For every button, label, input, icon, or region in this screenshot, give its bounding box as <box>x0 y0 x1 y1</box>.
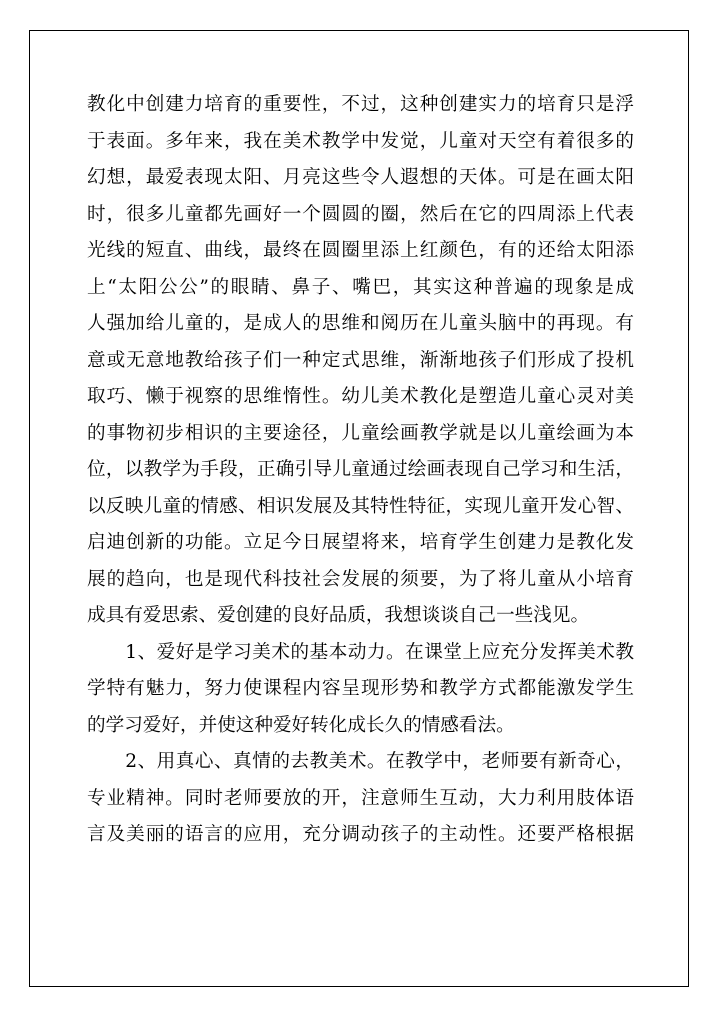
text-line: 的学习爱好，并使这种爱好转化成长久的情感看法。 <box>87 714 515 736</box>
text-line: 专业精神。同时老师要放的开，注意师生互动，大力利用肢体语 <box>87 787 634 809</box>
text-line: 时，很多儿童都先画好一个圆圆的圈，然后在它的四周添上代表 <box>87 203 634 225</box>
text-line: 启迪创新的功能。立足今日展望将来，培育学生创建力是教化发 <box>87 532 634 553</box>
text-line: 2、用真心、真情的去教美术。在教学中，老师要有新奇心， <box>87 751 634 772</box>
text-line: 位，以教学为手段，正确引导儿童通过绘画表现自己学习和生活， <box>87 459 634 480</box>
text-line: 的事物初步相识的主要途径，儿童绘画教学就是以儿童绘画为本 <box>87 422 634 444</box>
text-line: 幻想，最爱表现太阳、月亮这些令人遐想的天体。可是在画太阳 <box>87 167 634 188</box>
document-body <box>87 87 634 854</box>
text-line: 意或无意地教给孩子们一种定式思维，渐渐地孩子们形成了投机 <box>87 349 634 371</box>
text-line: 1、爱好是学习美术的基本动力。在课堂上应充分发挥美术教 <box>87 641 634 663</box>
text-line: 人强加给儿童的，是成人的思维和阅历在儿童头脑中的再现。有 <box>87 313 634 334</box>
text-line: 言及美丽的语言的应用，充分调动孩子的主动性。还要严格根据 <box>87 824 634 845</box>
text-line: 成具有爱思索、爱创建的良好品质，我想谈谈自己一些浅见。 <box>87 605 590 626</box>
text-line: 取巧、懒于视察的思维惰性。幼儿美术教化是塑造儿童心灵对美 <box>87 386 634 407</box>
text-line: 学特有魅力，努力使课程内容呈现形势和教学方式都能激发学生 <box>87 678 634 699</box>
text-line: 于表面。多年来，我在美术教学中发觉，儿童对天空有着很多的 <box>87 130 634 152</box>
text-line: 光线的短直、曲线，最终在圆圈里添上红颜色，有的还给太阳添 <box>87 240 634 261</box>
text-line: 展的趋向，也是现代科技社会发展的须要，为了将儿童从小培育 <box>87 568 634 590</box>
text-line: 以反映儿童的情感、相识发展及其特性特征，实现儿童开发心智、 <box>87 495 634 517</box>
text-line: 教化中创建力培育的重要性，不过，这种创建实力的培育只是浮 <box>87 94 634 115</box>
text-line: 上“太阳公公”的眼睛、鼻子、嘴巴，其实这种普遍的现象是成 <box>87 276 634 298</box>
